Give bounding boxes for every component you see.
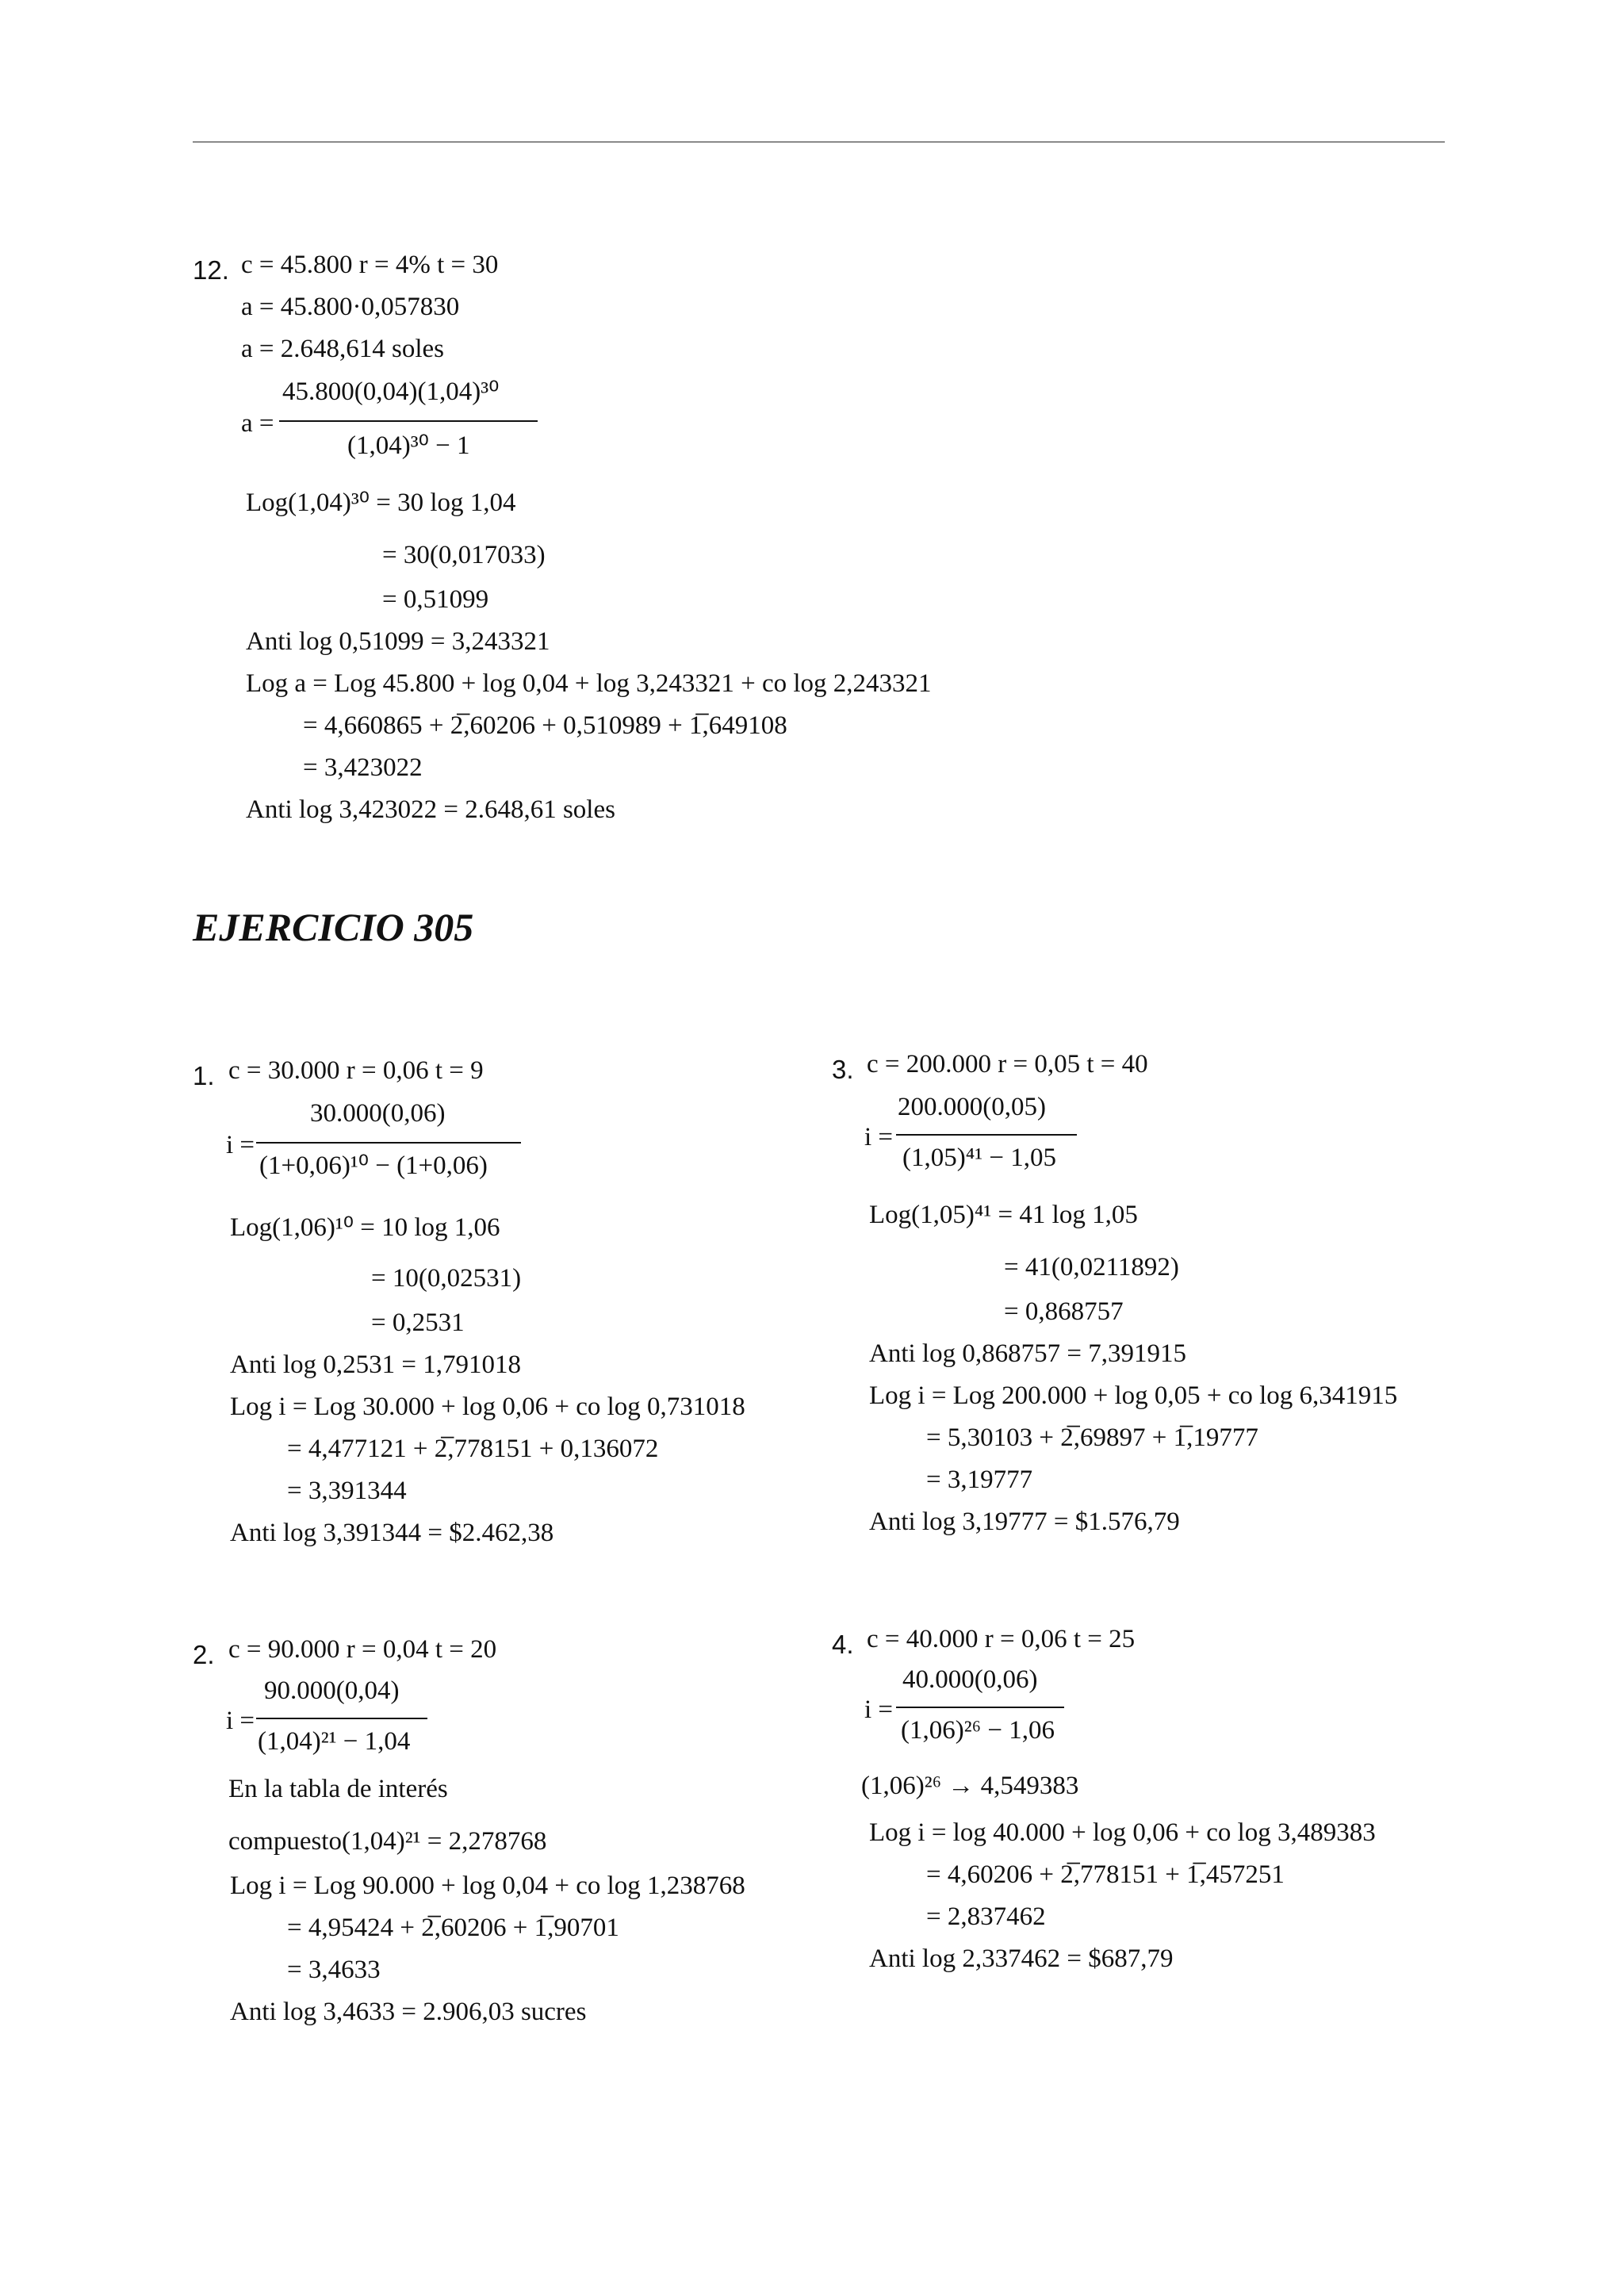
- fraction-bar: [256, 1142, 521, 1144]
- fraction-denominator: (1,05)⁴¹ − 1,05: [902, 1144, 1056, 1172]
- given-values: c = 45.800 r = 4% t = 30: [241, 251, 499, 279]
- equation-line: = 3,4633: [287, 1956, 381, 1984]
- equation-line: compuesto(1,04)²¹ = 2,278768: [228, 1827, 547, 1856]
- fraction-label: i =: [864, 1695, 894, 1724]
- fraction-numerator: 90.000(0,04): [264, 1676, 400, 1705]
- problem-number: 4.: [832, 1630, 854, 1659]
- fraction-bar: [256, 1718, 427, 1719]
- equation-line: = 10(0,02531): [371, 1264, 522, 1293]
- problem-number: 3.: [832, 1055, 854, 1084]
- fraction: [279, 379, 541, 466]
- top-rule: [193, 141, 1445, 143]
- equation-line: Anti log 3,4633 = 2.906,03 sucres: [230, 1998, 587, 2026]
- equation-line: Anti log 3,391344 = $2.462,38: [230, 1519, 554, 1547]
- equation-line: Log a = Log 45.800 + log 0,04 + log 3,243321 + co log 2,243321: [246, 669, 932, 698]
- equation-line: Log i = Log 90.000 + log 0,04 + co log 1,238768: [230, 1871, 745, 1900]
- equation-line: = 3,391344: [287, 1477, 407, 1505]
- equation-line: Anti log 0,51099 = 3,243321: [246, 627, 550, 656]
- given-values: c = 90.000 r = 0,04 t = 20: [228, 1635, 497, 1664]
- given-values: c = 40.000 r = 0,06 t = 25: [867, 1625, 1136, 1653]
- fraction-numerator: 30.000(0,06): [310, 1099, 446, 1128]
- given-values: c = 30.000 r = 0,06 t = 9: [228, 1056, 484, 1085]
- fraction-bar: [279, 420, 538, 422]
- given-values: c = 200.000 r = 0,05 t = 40: [867, 1050, 1148, 1078]
- equation-line: Anti log 2,337462 = $687,79: [869, 1944, 1174, 1973]
- section-heading: EJERCICIO 305: [193, 905, 474, 949]
- equation-line: Log(1,06)¹⁰ = 10 log 1,06: [230, 1213, 500, 1242]
- fraction-denominator: (1,04)³⁰ − 1: [347, 431, 470, 460]
- equation-line: = 4,60206 + 2̅,778151 + 1̅,457251: [926, 1860, 1285, 1889]
- equation-line: Anti log 3,423022 = 2.648,61 soles: [246, 795, 615, 824]
- fraction: [896, 1667, 1078, 1754]
- fraction: [896, 1094, 1086, 1182]
- equation-line: Anti log 0,2531 = 1,791018: [230, 1350, 521, 1379]
- equation-line: a = 45.800·0,057830: [241, 293, 460, 321]
- equation-line: = 0,868757: [1004, 1297, 1124, 1326]
- equation-line: = 4,660865 + 2̅,60206 + 0,510989 + 1̅,649108: [303, 711, 787, 740]
- equation-line: Anti log 3,19777 = $1.576,79: [869, 1508, 1180, 1536]
- equation-line: Log(1,04)³⁰ = 30 log 1,04: [246, 488, 516, 517]
- equation-line: = 0,2531: [371, 1308, 465, 1337]
- equation-line: = 4,477121 + 2̅,778151 + 0,136072: [287, 1435, 659, 1463]
- equation-line: = 4,95424 + 2̅,60206 + 1̅,90701: [287, 1914, 619, 1942]
- equation-line: Anti log 0,868757 = 7,391915: [869, 1339, 1186, 1368]
- fraction-bar: [896, 1707, 1064, 1708]
- equation-line: a = 2.648,614 soles: [241, 335, 445, 363]
- fraction-label: a =: [241, 409, 274, 438]
- equation-line: = 0,51099: [382, 585, 489, 614]
- fraction-label: i =: [226, 1707, 255, 1735]
- equation-line: = 41(0,0211892): [1004, 1253, 1179, 1282]
- equation-line: Log i = Log 30.000 + log 0,06 + co log 0,731018: [230, 1393, 745, 1421]
- problem-number: 1.: [193, 1061, 215, 1090]
- problem-number: 12.: [193, 255, 229, 285]
- fraction: [256, 1678, 439, 1765]
- equation-line: = 2,837462: [926, 1902, 1046, 1931]
- equation-line: = 3,423022: [303, 753, 423, 782]
- equation-line: = 5,30103 + 2̅,69897 + 1̅,19777: [926, 1423, 1258, 1452]
- fraction-denominator: (1,06)²⁶ − 1,06: [901, 1716, 1055, 1745]
- problem-number: 2.: [193, 1640, 215, 1669]
- equation-line: Log(1,05)⁴¹ = 41 log 1,05: [869, 1201, 1138, 1229]
- equation-line: = 3,19777: [926, 1465, 1033, 1494]
- fraction-numerator: 40.000(0,06): [902, 1665, 1038, 1694]
- equation-line: (1,06)²⁶ → 4,549383: [861, 1772, 1079, 1800]
- fraction-bar: [896, 1134, 1077, 1136]
- equation-line: = 30(0,017033): [382, 541, 546, 569]
- fraction-numerator: 200.000(0,05): [898, 1093, 1046, 1121]
- equation-line: En la tabla de interés: [228, 1775, 448, 1803]
- fraction: [256, 1101, 526, 1188]
- equation-line: Log i = log 40.000 + log 0,06 + co log 3,489383: [869, 1818, 1376, 1847]
- equation-line: Log i = Log 200.000 + log 0,05 + co log 6,341915: [869, 1381, 1398, 1410]
- fraction-numerator: 45.800(0,04)(1,04)³⁰: [282, 377, 500, 406]
- fraction-label: i =: [864, 1123, 894, 1151]
- fraction-denominator: (1,04)²¹ − 1,04: [258, 1727, 411, 1756]
- fraction-label: i =: [226, 1131, 255, 1159]
- fraction-denominator: (1+0,06)¹⁰ − (1+0,06): [259, 1151, 488, 1180]
